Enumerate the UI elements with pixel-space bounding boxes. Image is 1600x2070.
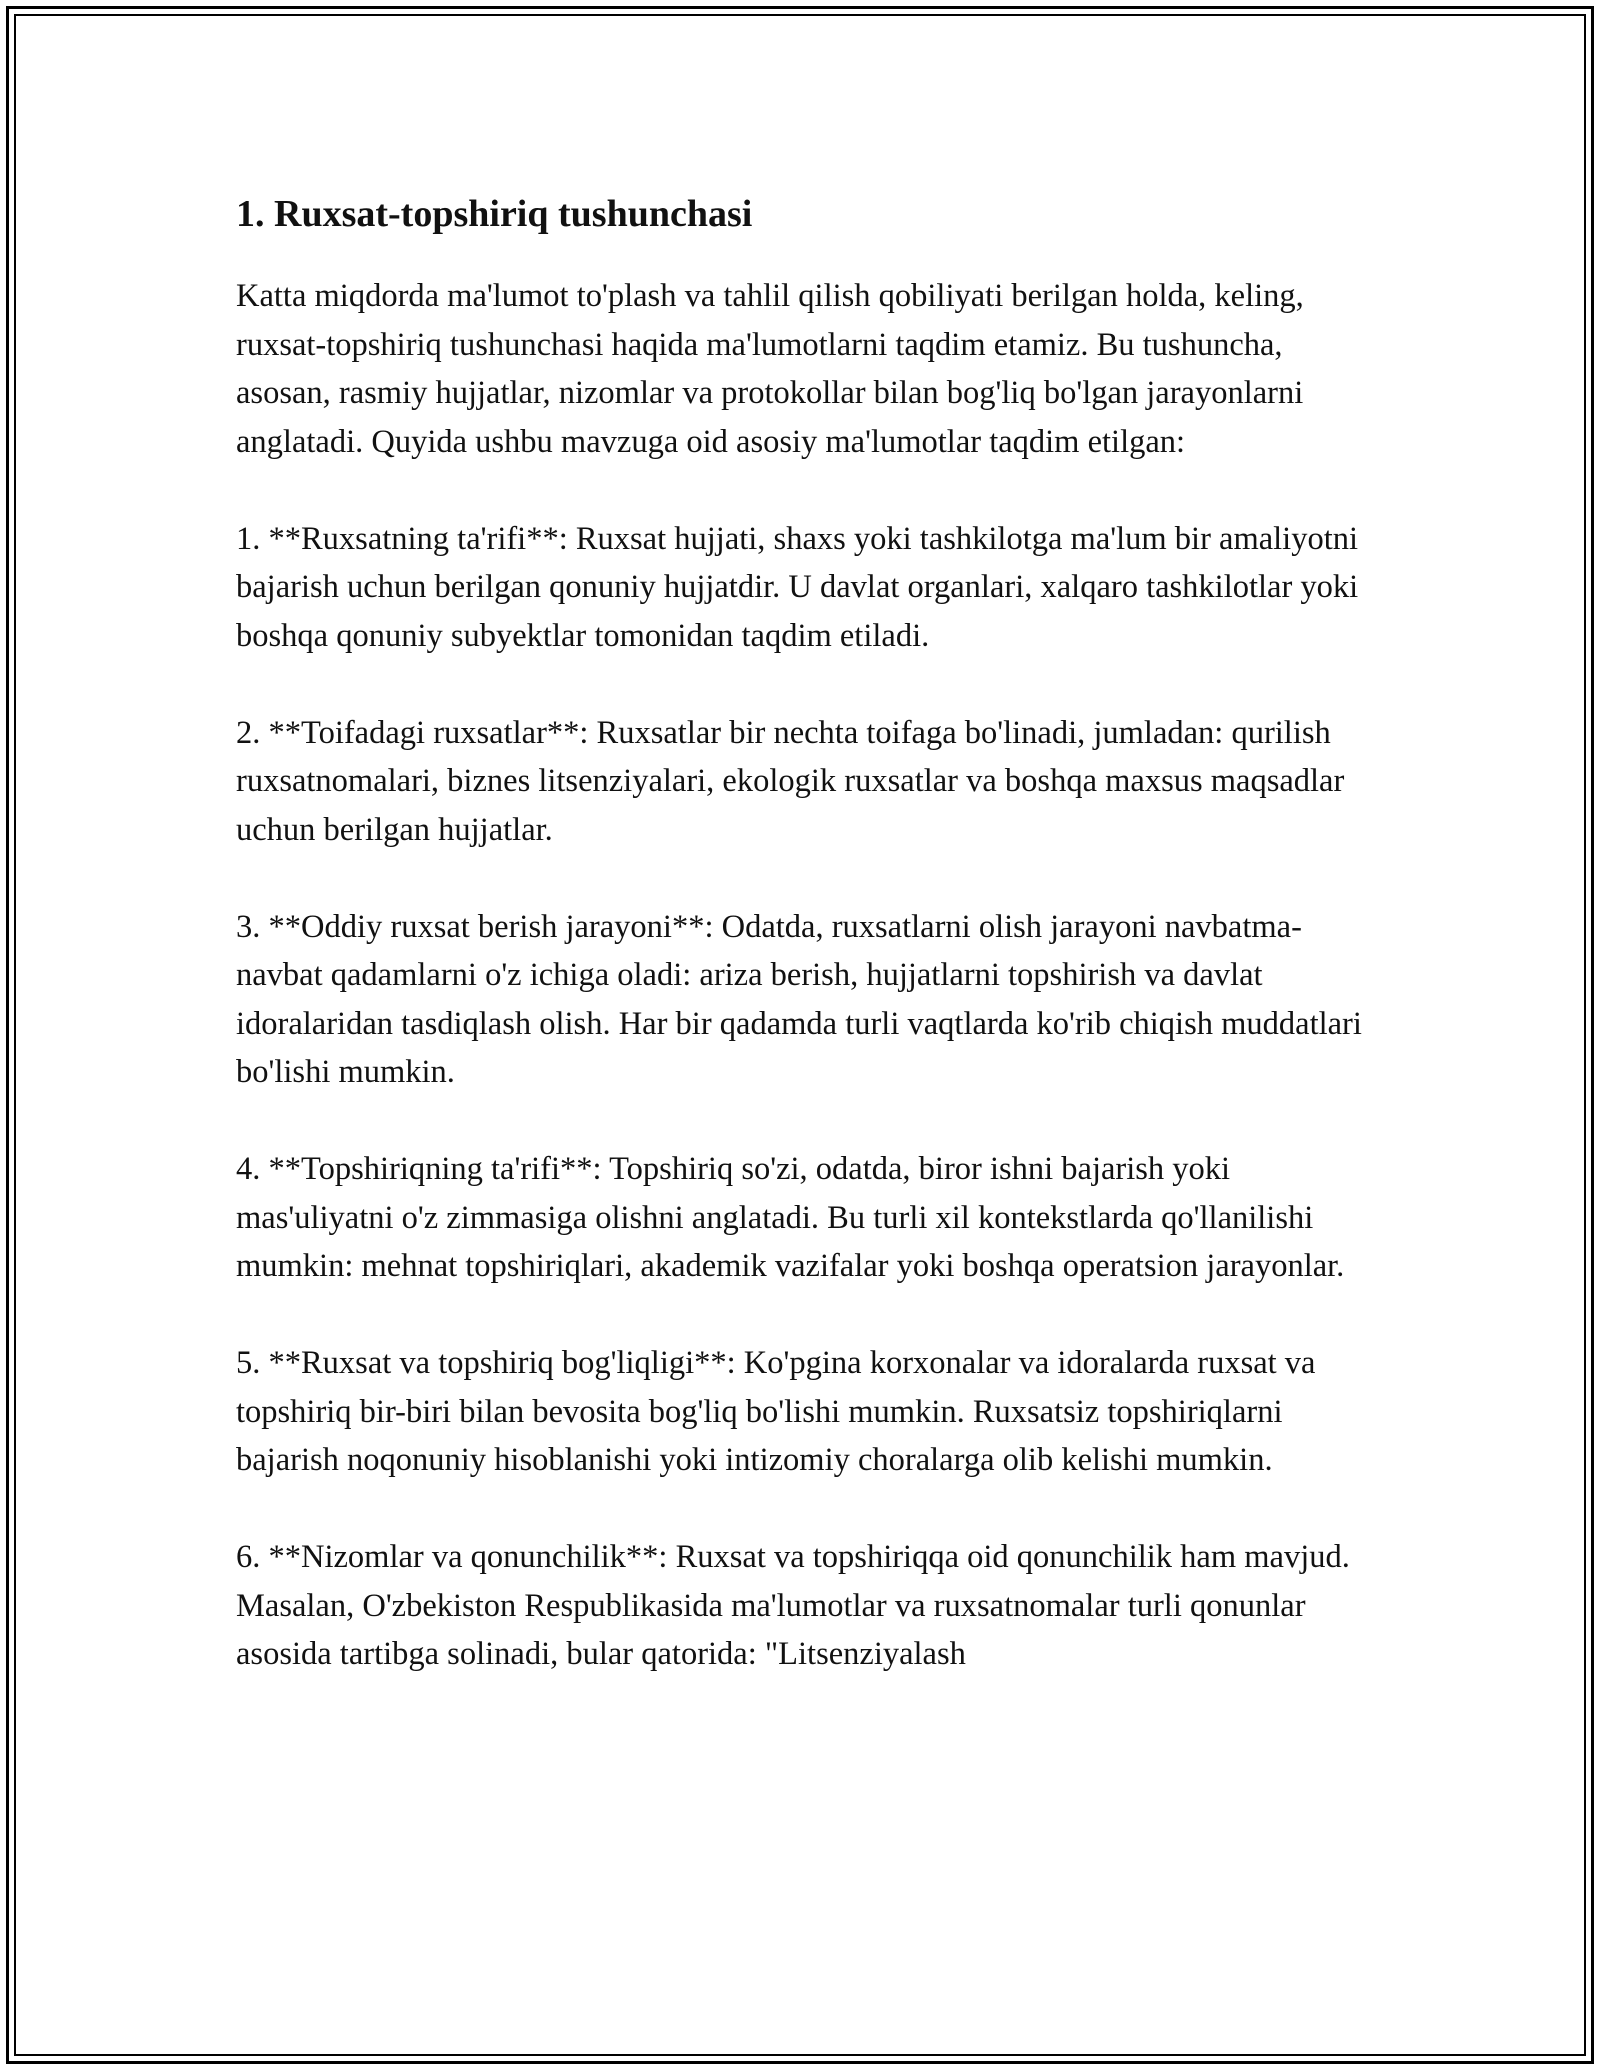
list-item-3: 3. **Oddiy ruxsat berish jarayoni**: Odatda, ruxsatlarni olish jarayoni navbatma-navbat qadamlarni o'z ichiga oladi: ariza berish, hujjatlarni topshirish va davlat idoralaridan tasdiqlash olish. Har bir qadamda turli vaqtlarda ko'rib chiqish muddatlari bo'lishi mumkin. [236,908,1362,1090]
list-item-2: 2. **Toifadagi ruxsatlar**: Ruxsatlar bir nechta toifaga bo'linadi, jumladan: qurilish ruxsatnomalari, biznes litsenziyalari, ekologik ruxsatlar va boshqa maxsus maqsadlar uchun berilgan hujjatlar. [236,714,1345,848]
list-item-6: 6. **Nizomlar va qonunchilik**: Ruxsat va topshiriqqa oid qonunchilik ham mavjud. Masalan, O'zbekiston Respublikasida ma'lumotlar va ruxsatnomalar turli qonunlar asosida tartibga solinadi, bular qatorida: "Litsenziyalash [236,1539,1350,1672]
page-title: 1. Ruxsat-topshiriq tushunchasi [236,193,753,235]
intro-paragraph: Katta miqdorda ma'lumot to'plash va tahlil qilish qobiliyati berilgan holda, keling, ruxsat-topshiriq tushunchasi haqida ma'lumotlarni taqdim etamiz. Bu tushuncha, asosan, rasmiy hujjatlar, nizomlar va protokollar bilan bog'liq bo'lgan jarayonlarni anglatadi. Quyida ushbu mavzuga oid asosiy ma'lumotlar taqdim etilgan: [236,278,1304,460]
list-item-1: 1. **Ruxsatning ta'rifi**: Ruxsat hujjati, shaxs yoki tashkilotga ma'lum bir amaliyotni bajarish uchun berilgan qonuniy hujjatdir. U davlat organlari, xalqaro tashkilotlar yoki boshqa qonuniy subyektlar tomonidan taqdim etiladi. [236,520,1359,654]
list-item-5: 5. **Ruxsat va topshiriq bog'liqligi**: Ko'pgina korxonalar va idoralarda ruxsat va topshiriq bir-biri bilan bevosita bog'liq bo'lishi mumkin. Ruxsatsiz topshiriqlarni bajarish noqonuniy hisoblanishi yoki intizomiy choralarga olib kelishi mumkin. [236,1345,1316,1478]
document-body [236,184,1376,1727]
list-item-4: 4. **Topshiriqning ta'rifi**: Topshiriq so'zi, odatda, biror ishni bajarish yoki mas'uliyatni o'z zimmasiga olishni anglatadi. Bu turli xil kontekstlarda qo'llanilishi mumkin: mehnat topshiriqlari, akademik vazifalar yoki boshqa operatsion jarayonlar. [236,1151,1345,1284]
